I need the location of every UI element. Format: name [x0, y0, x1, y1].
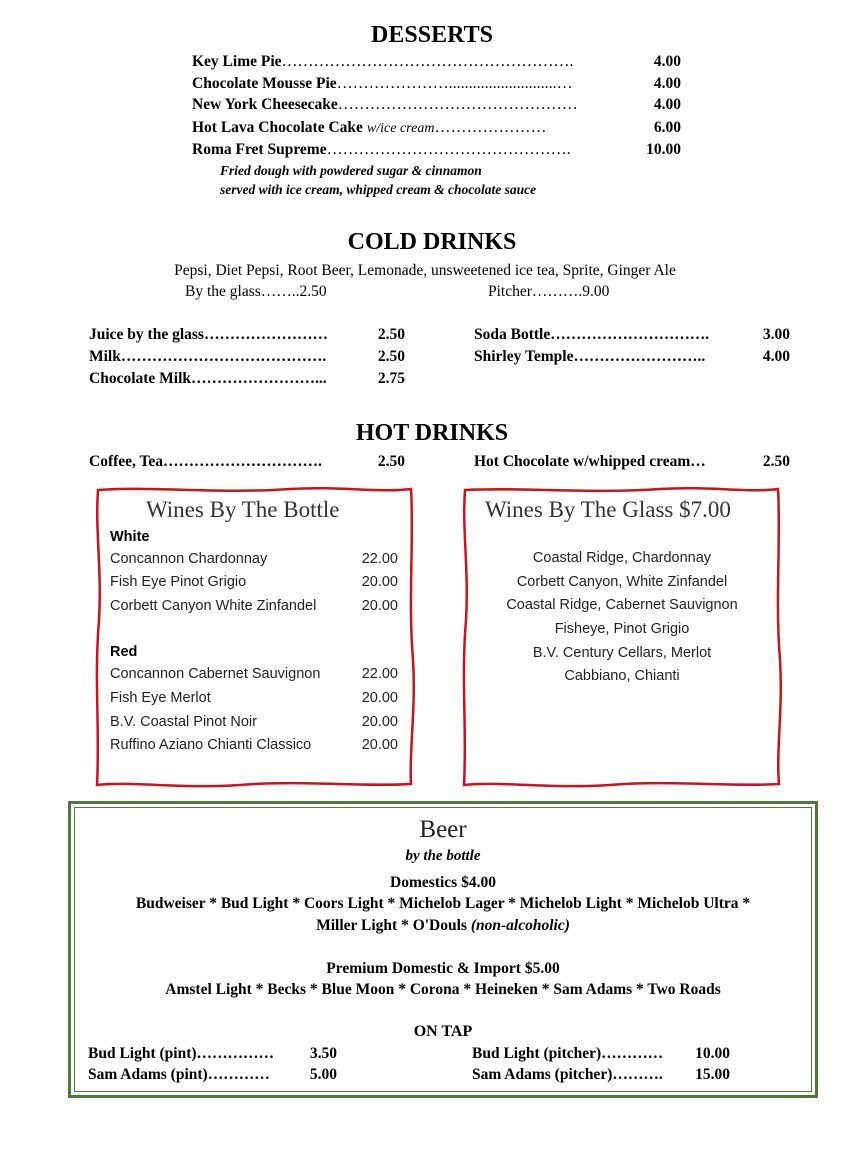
by-the-glass-price: By the glass……..2.50 [185, 283, 327, 300]
desserts-title: DESSERTS [371, 22, 493, 48]
wines-bottle-title: Wines By The Bottle [146, 497, 340, 522]
tap-price: 5.00 [309, 1066, 337, 1083]
wine-glass-item: Coastal Ridge, Chardonnay [532, 550, 712, 566]
domestics-list-line1: Budweiser * Bud Light * Coors Light * Michelob Lager * Michelob Light * Michelob Ultra * [135, 895, 751, 912]
dessert-item-key-lime-pie: Key Lime Pie………………………………………………. [192, 53, 574, 70]
drink-price: 4.00 [762, 348, 790, 365]
wine-item: Fish Eye Pinot Grigio [110, 574, 247, 590]
wine-price: 20.00 [361, 598, 398, 614]
dessert-price: 10.00 [646, 141, 681, 158]
wine-item: Concannon Chardonnay [110, 551, 268, 567]
premium-list: Amstel Light * Becks * Blue Moon * Corona * Heineken * Sam Adams * Two Roads [165, 981, 721, 998]
tap-item-sam-adams-pint: Sam Adams (pint)………… [88, 1066, 270, 1083]
wine-glass-item: Cabbiano, Chianti [564, 668, 680, 684]
dessert-item-new-york-cheesecake: New York Cheesecake……………………………………… [192, 96, 578, 113]
beer-title: Beer [419, 816, 467, 843]
wine-red-label: Red [110, 644, 138, 660]
wine-glass-item: Coastal Ridge, Cabernet Sauvignon [506, 597, 738, 613]
domestics-title: Domestics $4.00 [390, 874, 496, 891]
wine-glass-item: Corbett Canyon, White Zinfandel [516, 574, 728, 590]
drink-item-hot-chocolate: Hot Chocolate w/whipped cream… [474, 453, 706, 470]
wine-item: Corbett Canyon White Zinfandel [110, 598, 317, 614]
domestics-list-line2: Miller Light * O'Douls (non-alcoholic) [316, 917, 570, 934]
dessert-price: 4.00 [653, 96, 681, 113]
drink-item-chocolate-milk: Chocolate Milk……………………... [89, 370, 327, 387]
tap-price: 15.00 [695, 1066, 730, 1083]
tap-item-sam-adams-pitcher: Sam Adams (pitcher)………. [472, 1066, 663, 1083]
drink-item-soda-bottle: Soda Bottle…………………………. [474, 326, 710, 343]
drink-price: 3.00 [762, 326, 790, 343]
wine-price: 20.00 [361, 714, 398, 730]
dessert-price: 4.00 [653, 75, 681, 92]
wine-glass-item: Fisheye, Pinot Grigio [554, 621, 690, 637]
wine-white-label: White [110, 529, 150, 545]
drink-item-juice: Juice by the glass…………………… [89, 326, 328, 343]
dessert-price: 6.00 [653, 119, 681, 136]
wine-price: 20.00 [361, 574, 398, 590]
tap-price: 10.00 [695, 1045, 730, 1062]
wine-glass-box-border [464, 488, 781, 786]
hot-drinks-title: HOT DRINKS [355, 420, 509, 446]
tap-price: 3.50 [309, 1045, 337, 1062]
drink-item-milk: Milk…………………………………. [89, 348, 327, 365]
drink-price: 2.50 [377, 348, 405, 365]
drink-price: 2.50 [762, 453, 790, 470]
soda-list: Pepsi, Diet Pepsi, Root Beer, Lemonade, unsweetened ice tea, Sprite, Ginger Ale [174, 262, 676, 279]
drink-price: 2.50 [377, 453, 405, 470]
on-tap-title: ON TAP [413, 1023, 473, 1040]
dessert-item-chocolate-mousse-pie: Chocolate Mousse Pie…………………...........................… [192, 75, 573, 92]
beer-subtitle: by the bottle [405, 848, 481, 864]
tap-item-bud-light-pint: Bud Light (pint)…………… [88, 1045, 275, 1062]
wine-item: Fish Eye Merlot [110, 690, 211, 706]
wine-price: 20.00 [361, 690, 398, 706]
dessert-description-line2: served with ice cream, whipped cream & chocolate sauce [220, 182, 537, 197]
wine-item: B.V. Coastal Pinot Noir [110, 714, 257, 730]
wine-item: Ruffino Aziano Chianti Classico [110, 737, 312, 753]
dessert-item-roma-fret-supreme: Roma Fret Supreme………………………………………. [192, 141, 571, 158]
premium-title: Premium Domestic & Import $5.00 [326, 960, 560, 977]
wine-glass-item: B.V. Century Cellars, Merlot [532, 645, 712, 661]
dessert-price: 4.00 [653, 53, 681, 70]
drink-item-shirley-temple: Shirley Temple…………………….. [474, 348, 706, 365]
drink-item-coffee-tea: Coffee, Tea…………………………. [89, 453, 322, 470]
wine-price: 20.00 [361, 737, 398, 753]
wine-item: Concannon Cabernet Sauvignon [110, 666, 321, 682]
drink-price: 2.75 [377, 370, 405, 387]
wine-price: 22.00 [361, 666, 398, 682]
wine-price: 22.00 [361, 551, 398, 567]
drink-price: 2.50 [377, 326, 405, 343]
dessert-description-line1: Fried dough with powdered sugar & cinnamon [220, 163, 482, 178]
dessert-item-hot-lava-cake: Hot Lava Chocolate Cake w/ice cream………………… [192, 119, 547, 136]
cold-drinks-title: COLD DRINKS [347, 229, 517, 255]
tap-item-bud-light-pitcher: Bud Light (pitcher)………… [472, 1045, 664, 1062]
wines-glass-title: Wines By The Glass $7.00 [485, 497, 731, 522]
pitcher-price: Pitcher……….9.00 [488, 283, 610, 300]
